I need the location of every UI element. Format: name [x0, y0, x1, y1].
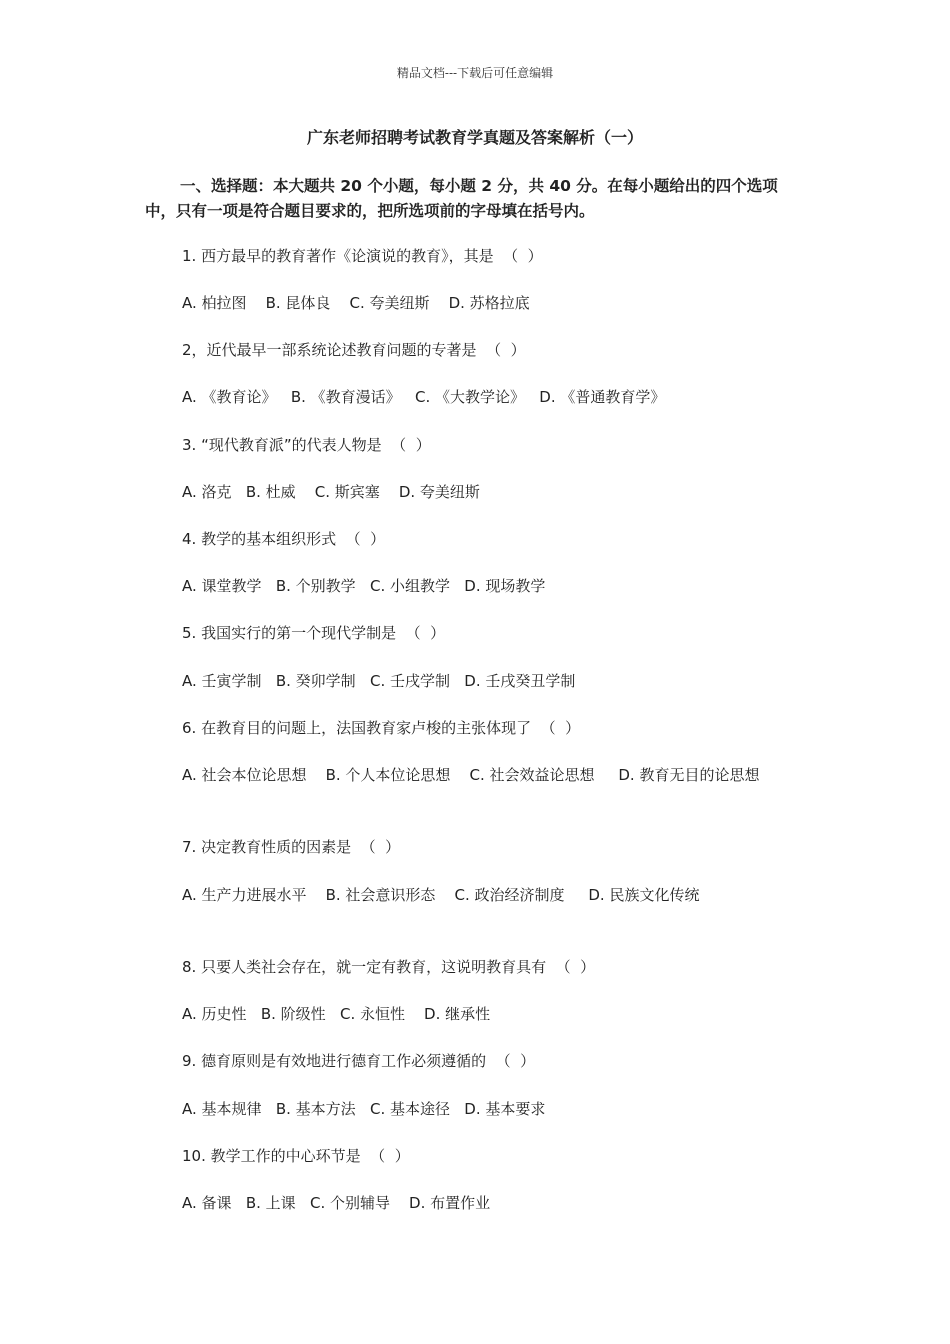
question-3: 3. “现代教育派”的代表人物是 （ ） [182, 436, 431, 454]
section-heading-text: 一、选择题：本大题共 20 个小题，每小题 2 分，共 40 分。在每小题给出的四个选项中，只有一项是符合题目要求的，把所选项前的字母填在括号内。 [145, 177, 778, 220]
question-7: 7. 决定教育性质的因素是 （ ） [182, 838, 401, 856]
question-9: 9. 德育原则是有效地进行德育工作必须遵循的 （ ） [182, 1052, 536, 1070]
options-4: A. 课堂教学 B. 个别教学 C. 小组教学 D. 现场教学 [182, 577, 546, 595]
question-2: 2，近代最早一部系统论述教育问题的专著是 （ ） [182, 341, 526, 359]
section-heading [145, 174, 805, 224]
options-8: A. 历史性 B. 阶级性 C. 永恒性 D. 继承性 [182, 1005, 491, 1023]
options-9: A. 基本规律 B. 基本方法 C. 基本途径 D. 基本要求 [182, 1100, 546, 1118]
options-5: A. 壬寅学制 B. 癸卯学制 C. 壬戌学制 D. 壬戌癸丑学制 [182, 672, 576, 690]
question-8: 8. 只要人类社会存在，就一定有教育，这说明教育具有 （ ） [182, 958, 596, 976]
document-title: 广东老师招聘考试教育学真题及答案解析（一） [306, 128, 643, 147]
options-3: A. 洛克 B. 杜威 C. 斯宾塞 D. 夸美纽斯 [182, 483, 480, 501]
options-1: A. 柏拉图 B. 昆体良 C. 夸美纽斯 D. 苏格拉底 [182, 294, 530, 312]
question-4: 4. 教学的基本组织形式 （ ） [182, 530, 386, 548]
options-6-text: A. 社会本位论思想 B. 个人本位论思想 C. 社会效益论思想 D. 教育无目的论思想 [182, 766, 760, 784]
question-5: 5. 我国实行的第一个现代学制是 （ ） [182, 624, 446, 642]
options-7-text: A. 生产力进展水平 B. 社会意识形态 C. 政治经济制度 D. 民族文化传统 [182, 886, 700, 904]
question-1: 1. 西方最早的教育著作《论演说的教育》，其是 （ ） [182, 247, 543, 265]
options-10: A. 备课 B. 上课 C. 个别辅导 D. 布置作业 [182, 1194, 491, 1212]
options-2: A. 《教育论》 B. 《教育漫话》 C. 《大教学论》 D. 《普通教育学》 [182, 388, 666, 406]
options-7 [145, 883, 805, 908]
question-6: 6. 在教育目的问题上，法国教育家卢梭的主张体现了 （ ） [182, 719, 581, 737]
options-6 [145, 763, 805, 788]
page-header: 精品文档---下载后可任意编辑 [396, 66, 554, 80]
question-10: 10. 教学工作的中心环节是 （ ） [182, 1147, 410, 1165]
